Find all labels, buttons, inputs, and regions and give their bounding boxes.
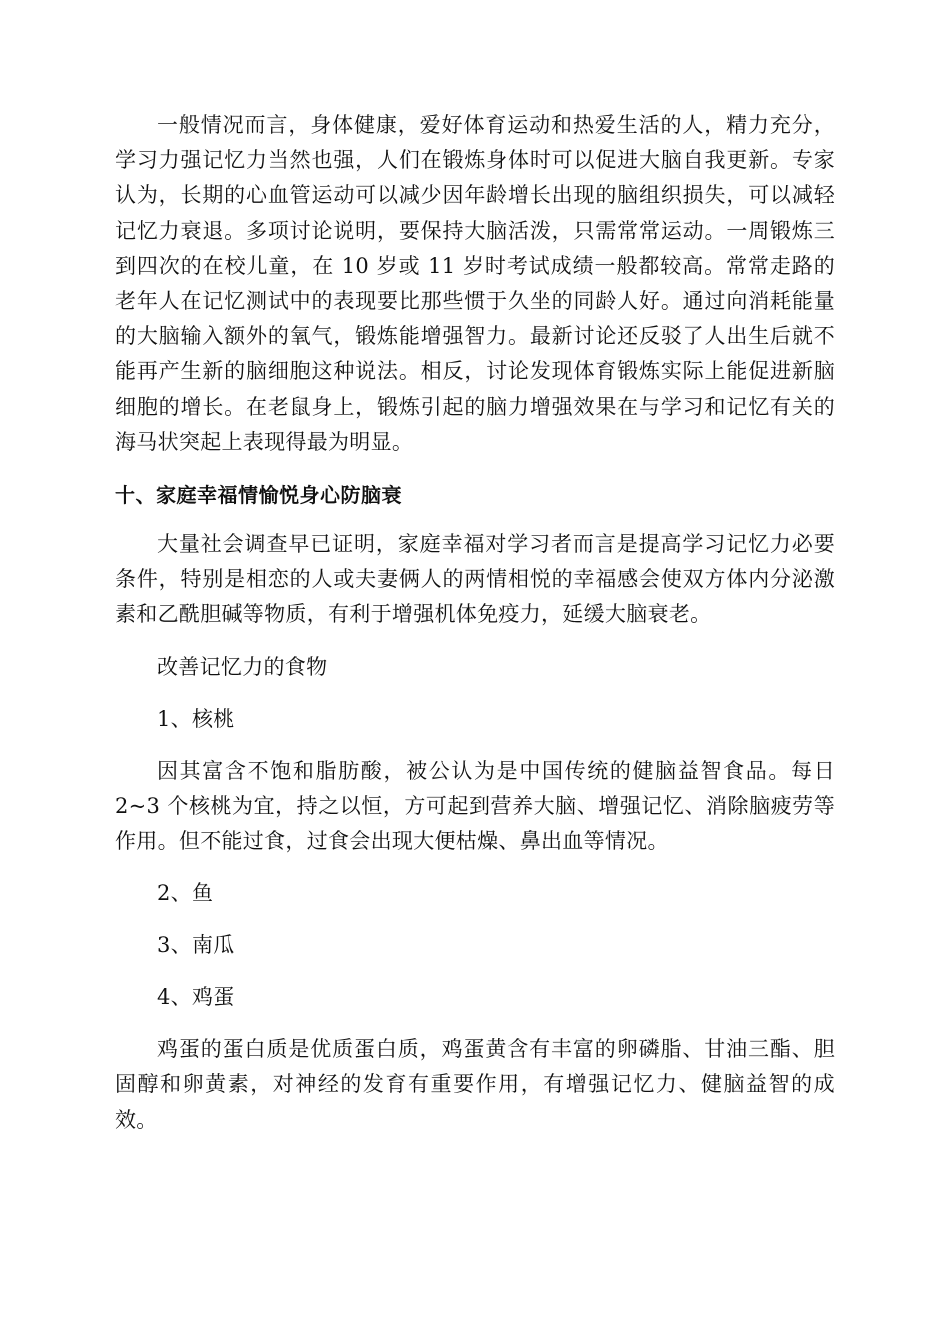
spacer (115, 685, 835, 702)
foods-title: 改善记忆力的食物 (157, 654, 328, 679)
food-item-fish: 2、鱼 (157, 881, 214, 906)
paragraph-egg: 鸡蛋的蛋白质是优质蛋白质，鸡蛋黄含有丰富的卵磷脂、甘油三酯、胆固醇和卵黄素，对神经的发育有重要作用，有增强记忆力、健脑益智的成效。 (115, 1037, 835, 1132)
spacer (115, 460, 835, 478)
spacer (115, 963, 835, 980)
document-body (115, 108, 835, 1138)
food-item-pumpkin: 3、南瓜 (157, 933, 235, 958)
paragraph-exercise: 一般情况而言，身体健康，爱好体育运动和热爱生活的人，精力充分，学习力强记忆力当然也强，人们在锻炼身体时可以促进大脑自我更新。专家认为，长期的心血管运动可以减少因年龄增长出现的脑组织损失，可以减轻记忆力衰退。多项讨论说明，要保持大脑活泼，只需常常运动。一周锻炼三到四次的在校儿童，在 10 岁或 11 岁时考试成绩一般都较高。常常走路的老年人在记忆测试中的表现要比那些惯于久坐的同龄人好。通过向消耗能量的大脑输入额外的氧气，锻炼能增强智力。最新讨论还反驳了人出生后就不能再产生新的脑细胞这种说法。相反，讨论发现体育锻炼实际上能促进新脑细胞的增长。在老鼠身上，锻炼引起的脑力增强效果在与学习和记忆有关的海马状突起上表现得最为明显。 (115, 113, 835, 454)
spacer (115, 1015, 835, 1032)
paragraph-walnut: 因其富含不饱和脂肪酸，被公认为是中国传统的健脑益智食品。每日 2~3 个核桃为宜，持之以恒，方可起到营养大脑、增强记忆、消除脑疲劳等作用。但不能过食，过食会出现大便枯燥、鼻出血等情况。 (115, 758, 835, 854)
food-item-walnut: 1、核桃 (157, 706, 235, 731)
spacer (115, 633, 835, 650)
food-item-egg: 4、鸡蛋 (157, 985, 235, 1010)
spacer (115, 737, 835, 754)
paragraph-family: 大量社会调查早已证明，家庭幸福对学习者而言是提高学习记忆力必要条件，特别是相恋的人或夫妻俩人的两情相悦的幸福感会使双方体内分泌激素和乙酰胆碱等物质，有利于增强机体免疫力，延缓大脑衰老。 (115, 532, 835, 627)
section-heading: 十、家庭幸福情愉悦身心防脑衰 (115, 483, 402, 508)
spacer (115, 911, 835, 928)
spacer (115, 859, 835, 876)
spacer (115, 513, 835, 527)
